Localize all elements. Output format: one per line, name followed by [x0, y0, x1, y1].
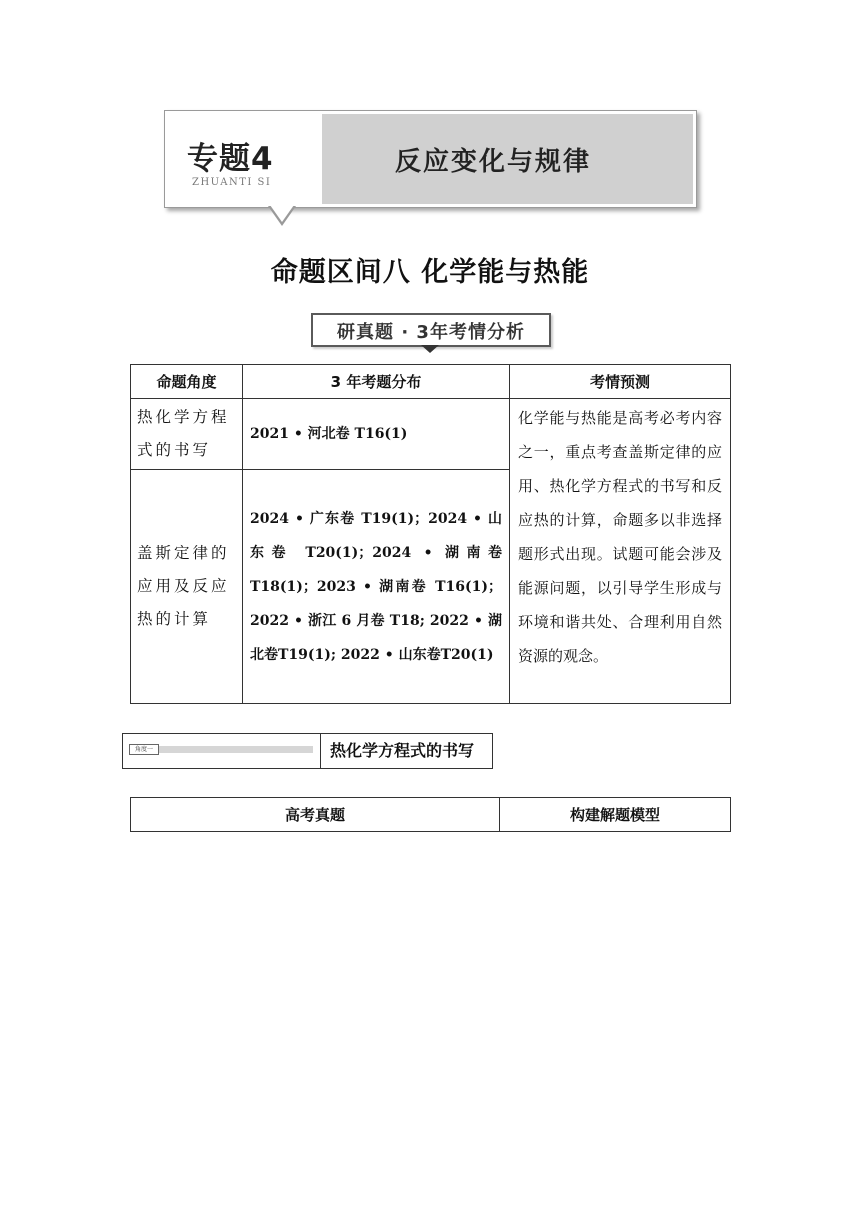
- years-cell: 2024 • 广东卷 T19(1)；2024 • 山东卷 T20(1)；2024 • 湖南卷 T18(1)；2023 • 湖南卷 T16(1)；2022 • 浙江 6 月卷 T18; 2022 • 湖北卷T19(1); 2022 • 山东卷T20(1): [243, 470, 510, 704]
- banner-pointer-inner: [270, 205, 294, 222]
- table-header-row: [131, 365, 731, 399]
- table-row: [131, 399, 731, 470]
- chapter-banner: [164, 110, 697, 208]
- analysis-label: 研真题 · 3年考情分析: [337, 322, 525, 343]
- topic-heading: [122, 733, 493, 769]
- table-header: 命题角度: [131, 365, 243, 399]
- section-title: 命题区间八 化学能与热能: [270, 257, 590, 288]
- table-header: 高考真题: [131, 798, 500, 832]
- table-header: 考情预测: [510, 365, 731, 399]
- chapter-subtitle: 反应变化与规律: [395, 147, 592, 177]
- analysis-label-box: [311, 313, 551, 347]
- table-header: 3 年考题分布: [243, 365, 510, 399]
- chapter-number-panel: [165, 111, 321, 207]
- topic-tag-area: [123, 734, 321, 768]
- topic-label: 热化学方程式的书写: [330, 741, 475, 760]
- model-table: [130, 797, 731, 832]
- chapter-title: 专题4: [187, 141, 274, 177]
- caret-down-icon: [421, 345, 439, 353]
- topic-decor-bar: [159, 746, 313, 753]
- topic-tag: 角度一: [129, 744, 159, 755]
- table-header-row: [131, 798, 731, 832]
- chapter-pinyin: ZHUANTI SI: [192, 177, 272, 188]
- analysis-table: [130, 364, 731, 704]
- prediction-cell: 化学能与热能是高考必考内容之一，重点考查盖斯定律的应用、热化学方程式的书写和反应热的计算，命题多以非选择题形式出现。试题可能会涉及能源问题，以引导学生形成与环境和谐共处、合理利用自然资源的观念。: [510, 399, 731, 704]
- chapter-subtitle-panel: [322, 114, 693, 204]
- table-header: 构建解题模型: [500, 798, 731, 832]
- topic-cell: 热化学方程式的书写: [131, 399, 243, 470]
- years-cell: 2021 • 河北卷 T16(1): [243, 399, 510, 470]
- topic-cell: 盖斯定律的应用及反应热的计算: [131, 470, 243, 704]
